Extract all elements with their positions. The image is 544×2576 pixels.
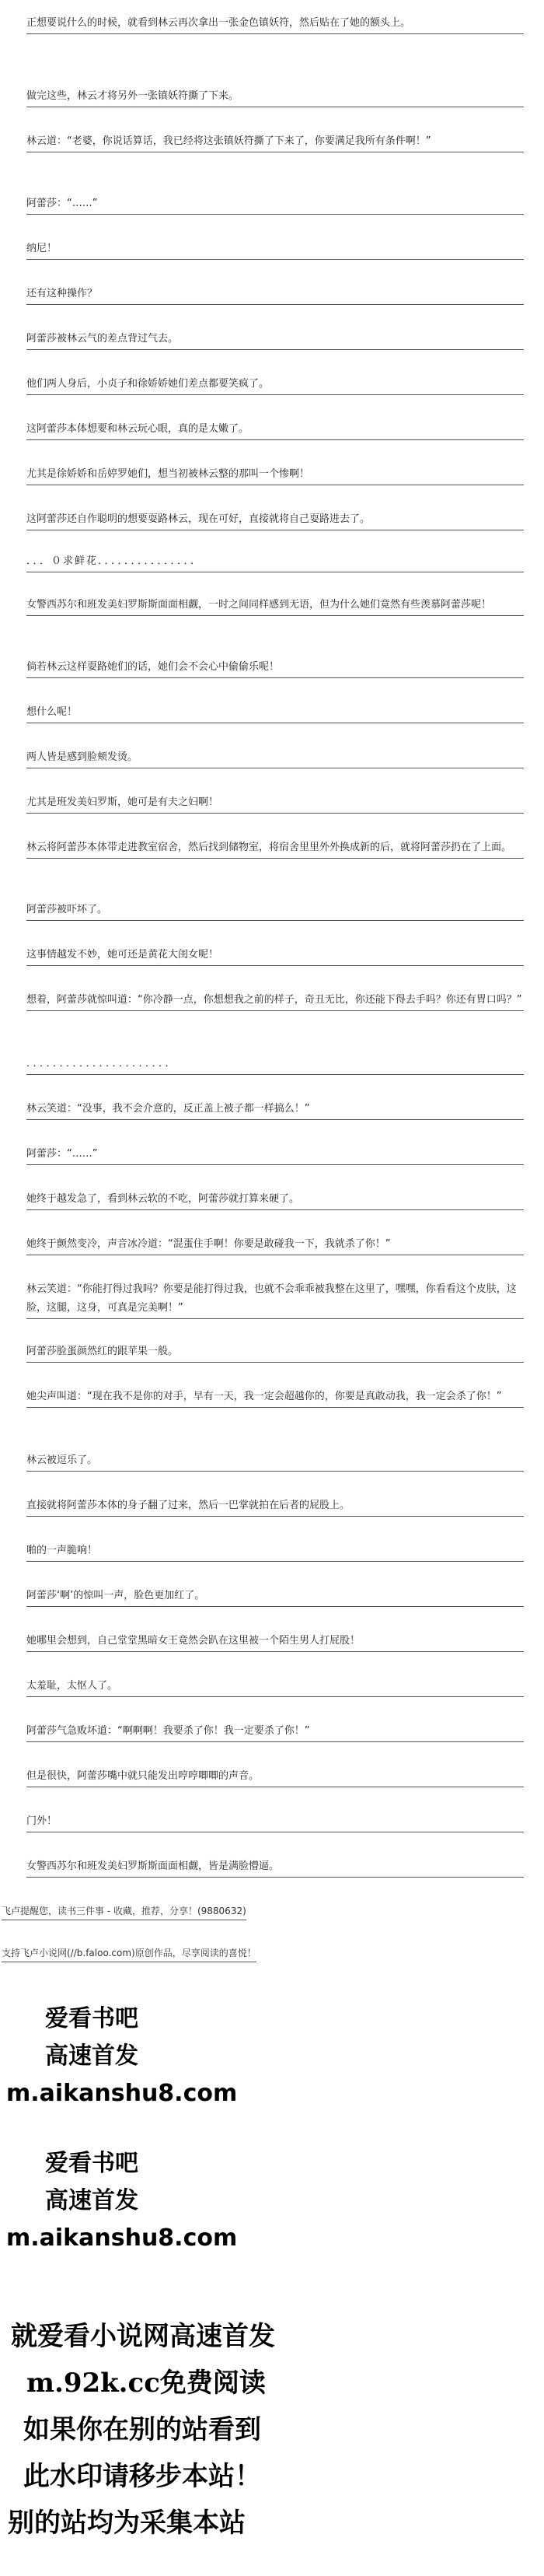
ad-url[interactable]: m.aikanshu8.com: [6, 2080, 238, 2107]
footer-support-link[interactable]: 支持飞卢小说网(//b.faloo.com)原创作品，尽享阅读的喜悦！: [2, 1944, 256, 1962]
paragraph: 这事情越发不妙，她可还是黄花大闺女呢！: [26, 946, 524, 966]
paragraph: 但是很快，阿蕾莎嘴中就只能发出哼哼唧唧的声音。: [26, 1767, 524, 1787]
paragraph: 倘若林云这样耍路她们的话，她们会不会心中偷偷乐呢！: [26, 658, 524, 678]
paragraph: 她尖声叫道：“现在我不是你的对手，早有一天，我一定会超越你的，你要是真敢动我，我一定会杀了你！”: [26, 1388, 524, 1408]
paragraph: 她终于颤然变冷，声音冰冷道：“混蛋住手啊！你要是敢碰我一下，我就杀了你！”: [26, 1235, 524, 1255]
paragraph: 阿蕾莎‘啊’的惊叫一声，脸色更加红了。: [26, 1587, 524, 1607]
footer-reminder: 飞卢提醒您，读书三件事 - 收藏，推荐，分享！(9880632): [2, 1902, 246, 1920]
paragraph: 阿蕾莎：“……”: [26, 1145, 524, 1165]
paragraph: 她哪里会想到，自己堂堂黑暗女王竟然会趴在这里被一个陌生男人打屁股！: [26, 1632, 524, 1652]
watermark-line: 如果你在别的站看到: [23, 2414, 261, 2445]
paragraph: 女警西苏尔和班发美妇罗斯斯面面相觑，一时之间同样感到无语，但为什么她们竟然有些羡慕阿蕾莎呢！: [26, 596, 524, 616]
ad-subtitle: 高速首发: [45, 2042, 138, 2070]
ad-url[interactable]: m.aikanshu8.com: [6, 2224, 238, 2252]
paragraph: 想什么呢！: [26, 703, 524, 723]
paragraph: 阿蕾莎：“……”: [26, 194, 524, 215]
paragraph: ．．．．．．．．．．．．．．．．．．．．．．: [26, 1055, 524, 1075]
paragraph: 纳尼！: [26, 240, 524, 260]
paragraph: 阿蕾莎脸蛋颜然红的跟苹果一般。: [26, 1342, 524, 1363]
paragraph: 她终于越发急了，看到林云软的不吃，阿蕾莎就打算来硬了。: [26, 1190, 524, 1210]
paragraph: 阿蕾莎被吓坏了。: [26, 901, 524, 921]
watermark-line: 别的站均为采集本站: [8, 2508, 246, 2539]
paragraph: 他们两人身后，小贞子和徐娇娇她们差点都要笑疯了。: [26, 375, 524, 395]
paragraph: 门外！: [26, 1812, 524, 1832]
paragraph: ．．．０求鲜花．．．．．．．．．．．．．．．: [26, 552, 524, 572]
paragraph: 林云被逗乐了。: [26, 1451, 524, 1472]
paragraph: 阿蕾莎被林云气的差点背过气去。: [26, 330, 524, 350]
paragraph: 尤其是徐娇娇和岳婷罗她们，想当初被林云整的那叫一个惨啊！: [26, 465, 524, 485]
watermark-line: m.92k.cc免费阅读: [26, 2368, 266, 2399]
paragraph: 直接就将阿蕾莎本体的身子翻了过来，然后一巴掌就拍在后者的屁股上。: [26, 1496, 524, 1517]
ad-subtitle: 高速首发: [45, 2187, 138, 2214]
paragraph: 尤其是班发美妇罗斯，她可是有夫之妇啊！: [26, 793, 524, 814]
ad-title: 爱看书吧: [45, 2005, 138, 2032]
paragraph: 阿蕾莎气急败坏道：“啊啊啊！我要杀了你！我一定要杀了你！”: [26, 1722, 524, 1742]
paragraph: 啪的一声脆响！: [26, 1542, 524, 1562]
paragraph: 林云笑道：“没事，我不会介意的，反正盖上被子都一样搞么！”: [26, 1100, 524, 1120]
paragraph: 女警西苏尔和班发美妇罗斯斯面面相觑，皆是满脸懵逼。: [26, 1857, 524, 1878]
paragraph: 这阿蕾莎还自作聪明的想要耍路林云，现在可好，直接就将自己耍路进去了。: [26, 510, 524, 530]
watermark-line: 就爱看小说网高速首发: [11, 2321, 275, 2352]
watermark-line: 此水印请移步本站！: [23, 2461, 261, 2492]
paragraph: 太羞耻，太怄人了。: [26, 1677, 524, 1697]
paragraph: 林云笑道：“你能打得过我吗？你要是能打得过我，也就不会乖乖被我整在这里了，嘿嘿，你看看这个皮肤，这脸，这腿，这身，可真是完美啊！”: [26, 1280, 524, 1319]
ad-title: 爱看书吧: [45, 2150, 138, 2177]
paragraph: 林云将阿蕾莎本体带走进教室宿舍，然后找到储物室，将宿舍里里外外换成新的后，就将阿蕾莎扔在了上面。: [26, 838, 524, 859]
paragraph: 林云道：“老婆，你说话算话，我已经将这张镇妖符撕了下来了，你要满足我所有条件啊！”: [26, 132, 524, 152]
paragraph: 两人皆是感到脸颊发烫。: [26, 748, 524, 768]
paragraph: 正想要说什么的时候，就看到林云再次拿出一张金色镇妖符，然后贴在了她的额头上。: [26, 14, 524, 34]
paragraph: 这阿蕾莎本体想要和林云玩心眼，真的是太嫩了。: [26, 420, 524, 440]
paragraph: 还有这种操作？: [26, 285, 524, 305]
paragraph: 做完这些，林云才将另外一张镇妖符撕了下来。: [26, 87, 524, 107]
paragraph: 想着，阿蕾莎就惊叫道：“你冷静一点，你想想我之前的样子，奇丑无比，你还能下得去手吗？你还有胃口吗？”: [26, 991, 524, 1011]
